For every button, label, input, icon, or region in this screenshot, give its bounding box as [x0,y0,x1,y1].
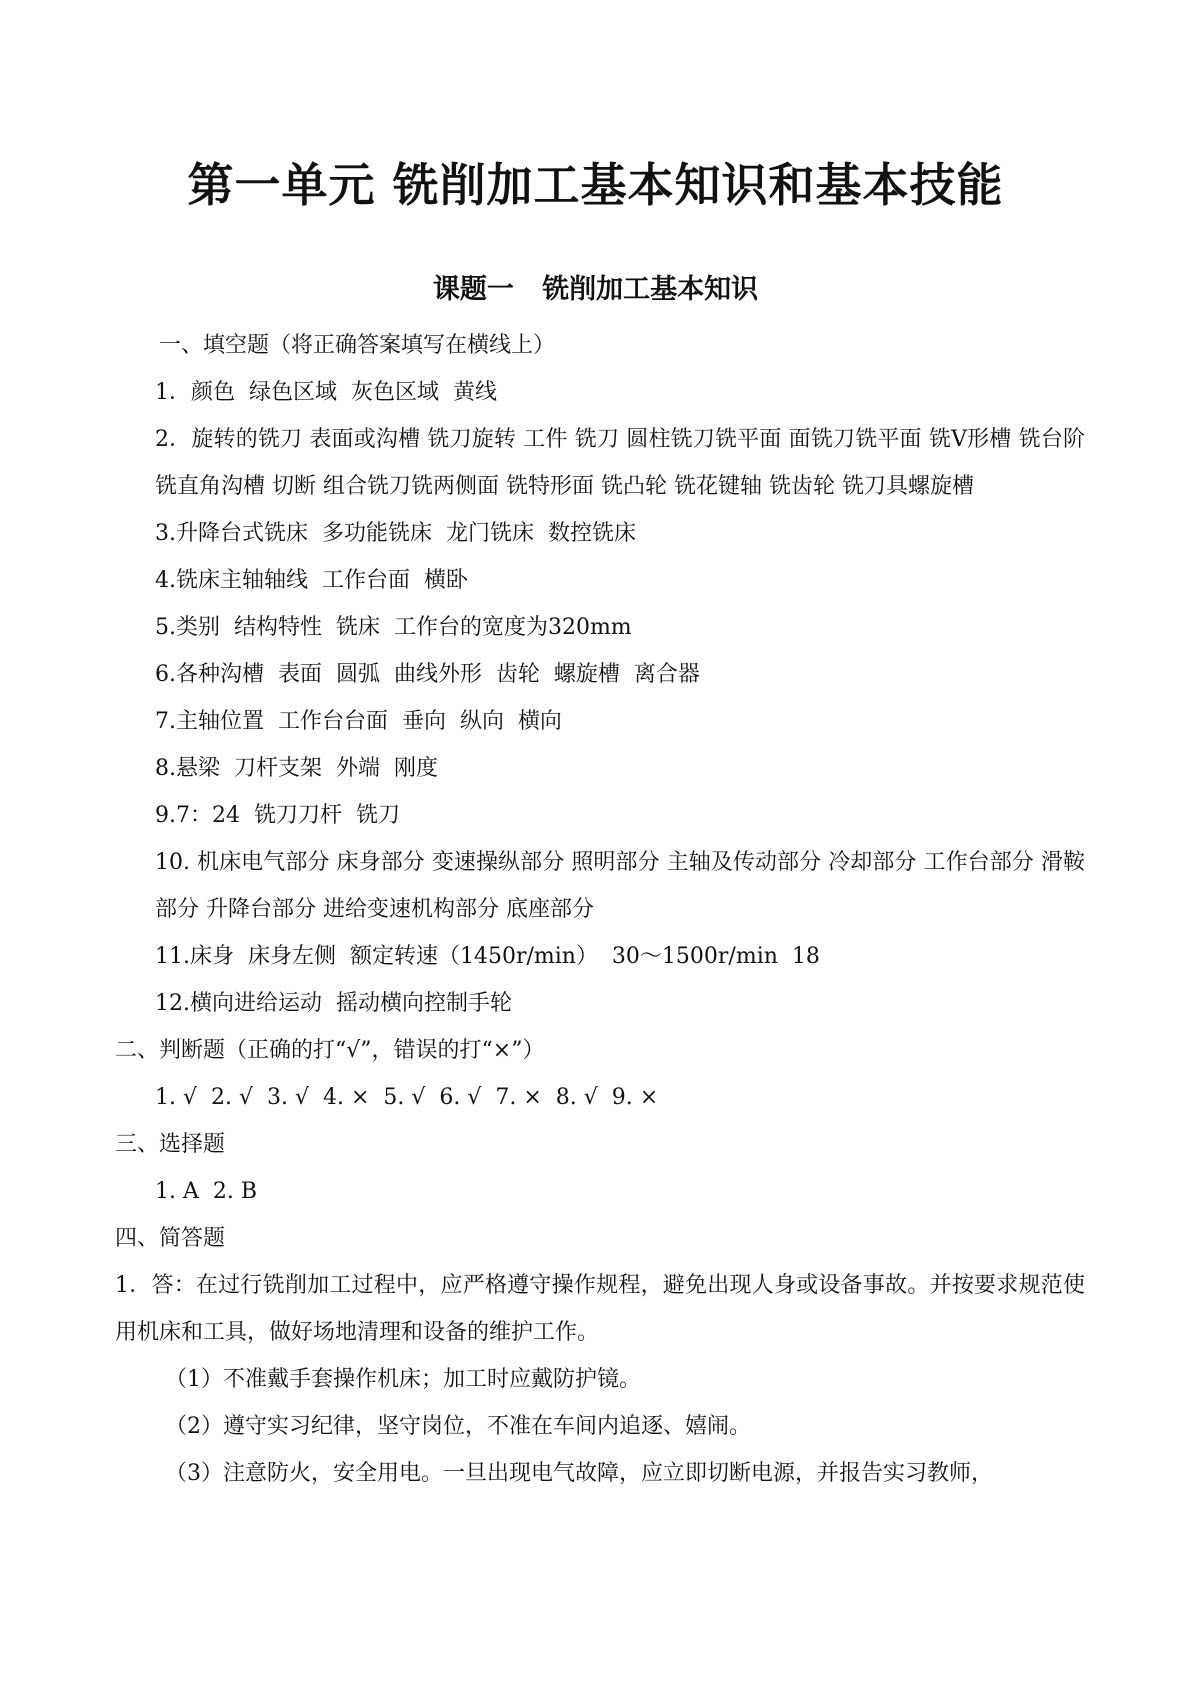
short-answer-intro: 1．答：在过行铣削加工过程中，应严格遵守操作规程，避免出现人身或设备事故。并按要求规范使用机床和工具，做好场地清理和设备的维护工作。 [115,1273,1085,1345]
fill-answer-2: 2．旋转的铣刀 表面或沟槽 铣刀旋转 工件 铣刀 圆柱铣刀铣平面 面铣刀铣平面 铣Ⅴ形槽 铣台阶 铣直角沟槽 切断 组合铣刀铣两侧面 铣特形面 铣凸轮 铣花键轴 铣齿轮 铣刀具螺旋槽 [155,427,1085,499]
short-answer-point-1: （1）不准戴手套操作机床；加工时应戴防护镜。 [165,1367,641,1392]
multiple-choice-answers: 1. A 2. B [155,1179,258,1204]
fill-answer-12: 12.横向进给运动 摇动横向控制手轮 [155,991,512,1016]
section-heading-fill-blank: 一、填空题（将正确答案填写在横线上） [159,333,556,358]
fill-answer-1: 1．颜色 绿色区域 灰色区域 黄线 [155,380,497,405]
true-false-answers: 1. √ 2. √ 3. √ 4. × 5. √ 6. √ 7. × 8. √ 9. × [155,1085,659,1110]
fill-answer-6: 6.各种沟槽 表面 圆弧 曲线外形 齿轮 螺旋槽 离合器 [155,662,700,687]
fill-answer-11: 11.床身 床身左侧 额定转速（1450r/min） 30～1500r/min 18 [155,944,820,969]
page-title: 第一单元 铣削加工基本知识和基本技能 [187,158,1004,212]
section-heading-true-false: 二、判断题（正确的打“√”，错误的打“×”） [115,1038,545,1063]
section-heading-short-answer: 四、简答题 [115,1226,226,1251]
fill-answer-4: 4.铣床主轴轴线 工作台面 横卧 [155,568,468,593]
document-body [115,322,1085,1497]
short-answer-point-3: （3）注意防火，安全用电。一旦出现电气故障，应立即切断电源，并报告实习教师， [165,1461,993,1486]
fill-answer-7: 7.主轴位置 工作台台面 垂向 纵向 横向 [155,709,562,734]
short-answer-point-2: （2）遵守实习纪律，坚守岗位，不准在车间内追逐、嬉闹。 [165,1414,751,1439]
fill-answer-8: 8.悬梁 刀杆支架 外端 刚度 [155,756,438,781]
fill-answer-10: 10. 机床电气部分 床身部分 变速操纵部分 照明部分 主轴及传动部分 冷却部分 工作台部分 滑鞍部分 升降台部分 进给变速机构部分 底座部分 [155,850,1085,922]
lesson-subtitle: 课题一 铣削加工基本知识 [432,274,759,305]
fill-answer-5: 5.类别 结构特性 铣床 工作台的宽度为320mm [155,615,632,640]
section-heading-multiple-choice: 三、选择题 [115,1132,226,1157]
fill-answer-9: 9.7：24 铣刀刀杆 铣刀 [155,803,400,828]
fill-answer-3: 3.升降台式铣床 多功能铣床 龙门铣床 数控铣床 [155,521,636,546]
